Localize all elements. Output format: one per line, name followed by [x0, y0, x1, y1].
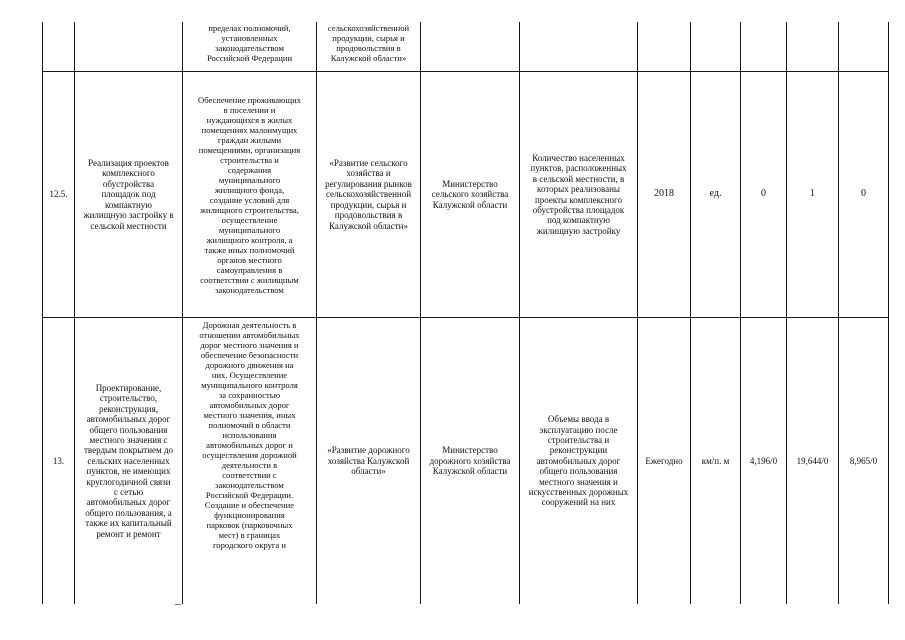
executor-cell: Министерство сельского хозяйства Калужской области [431, 178, 509, 210]
row-number-cell: 13. [52, 455, 65, 466]
value-cell: 0 [761, 188, 766, 200]
fragment-activity-cell: пределах полномочий, установленных законодательством Российской Федерации [206, 23, 293, 63]
project-name-cell: Реализация проектов комплексного обустройства площадок под компактную жилищную застройку в сельской местности [83, 158, 174, 231]
program-cell: «Развитие сельского хозяйства и регулирования рынков сельскохозяйственной продукции, сырья и продовольствия в Калужской области» [325, 158, 412, 231]
executor-cell: Министерство дорожного хозяйства Калужской области [429, 445, 511, 477]
authority-activity-cell: Дорожная деятельность в отношении автомобильных дорог местного значения и обеспечение безопасности дорожного движения на них. Осуществление муниципального контроля за сохранностью автомобильных дорог местного значения, иных полномочий в области использования автомобильных дорог и осуществления дорожной деятельности в соответствии с законодательством Российской Федерации. Создание и обеспечение функционирования парковок (парковочных мест) в границах городского округа и [199, 320, 300, 550]
value-cell: 0 [861, 188, 866, 200]
unit-cell: км/п. м [701, 455, 730, 466]
scan-mark [175, 604, 181, 605]
indicator-cell: Количество населенных пунктов, расположенных в сельской местности, в которых реализованы проекты комплексного обустройства площадок под компактную жилищную застройку [530, 152, 627, 236]
indicator-cell: Объемы ввода в эксплуатацию после строительства и реконструкции автомобильных дорог общего пользования местного значения и искусственных дорожных сооружений на них [528, 414, 629, 508]
value-cell: 19,644/0 [796, 455, 829, 466]
row-number-cell: 12.5. [49, 189, 68, 200]
value-cell: 4,196/0 [749, 455, 778, 466]
fragment-program-cell: сельскохозяйственной продукции, сырья и продовольствия в Калужской области» [327, 23, 410, 63]
authority-activity-cell: Обеспечение проживающих в поселении и нуждающихся в жилых помещениях малоимущих граждан жилыми помещениями, организация строительства и содержания муниципального жилищного фонда, создание условий для жилищного строительства, осуществление муниципального жилищного контроля, а также иных полномочий органов местного самоуправления в соответствии с жилищным законодательством [197, 94, 301, 295]
program-cell: «Развитие дорожного хозяйства Калужской области» [327, 445, 410, 477]
unit-cell: ед. [709, 188, 722, 200]
value-cell: 1 [810, 188, 815, 200]
period-cell: 2018 [654, 188, 674, 200]
value-cell: 8,965/0 [849, 455, 878, 466]
project-name-cell: Проектирование, строительство, реконструкция, автомобильных дорог общего пользования местного значения с твердым покрытием до сельских населенных пунктов, не имеющих круглогодичной связи с сетью автомобильных дорог общего пользования, а также их капитальный ремонт и ремонт [83, 382, 174, 539]
period-cell: Ежегодно [645, 455, 683, 466]
table-border-right [888, 22, 889, 604]
